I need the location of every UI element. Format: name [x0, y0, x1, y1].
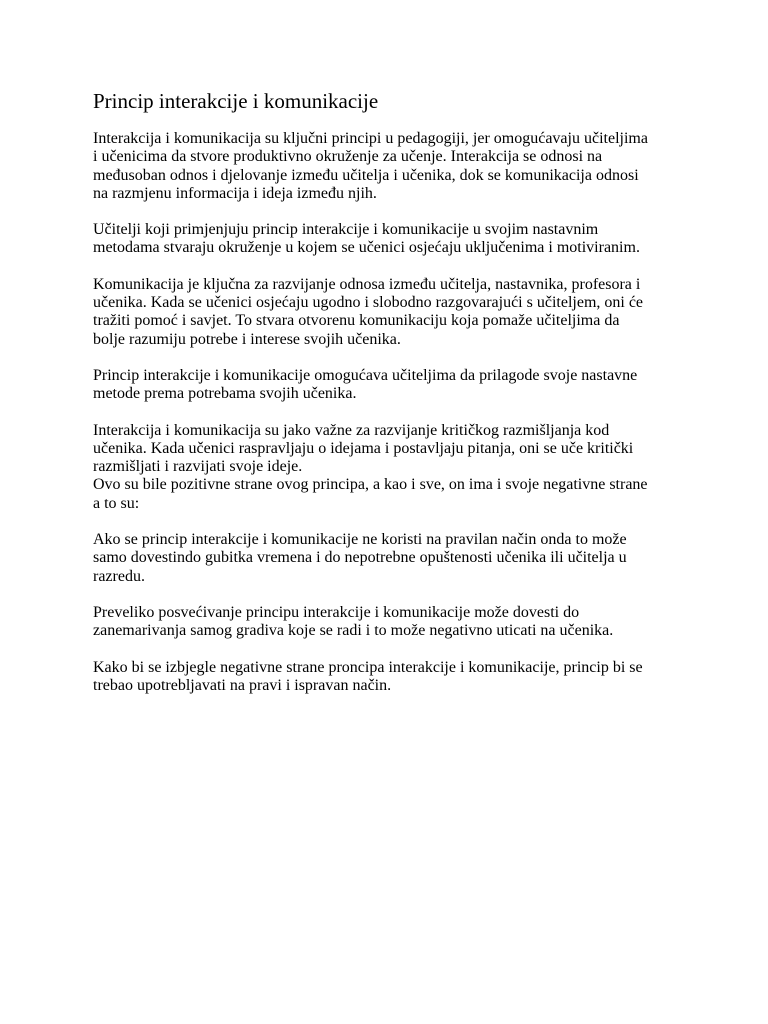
paragraph-line: učenika. Kada se učenici osjećaju ugodno i slobodno razgovarajući s učiteljem, oni će — [93, 294, 644, 312]
paragraph-line: Komunikacija je ključna za razvijanje odnosa između učitelja, nastavnika, profesora i — [93, 275, 641, 293]
paragraph — [93, 531, 693, 586]
paragraph-list — [93, 130, 693, 695]
paragraph-line: trebao upotrebljavati na pravi i ispravan način. — [93, 676, 392, 694]
document-body — [93, 88, 693, 713]
paragraph-line: Ako se princip interakcije i komunikacije ne koristi na pravilan način onda to može — [93, 531, 627, 549]
paragraph-line: a to su: — [93, 494, 140, 512]
paragraph-line: Preveliko posvećivanje principu interakcije i komunikacije može dovesti do — [93, 603, 580, 621]
paragraph-line: i učenicima da stvore produktivno okruženje za učenje. Interakcija se odnosi na — [93, 148, 603, 166]
paragraph-line: Princip interakcije i komunikacije omogućava učiteljima da prilagode svoje nastavne — [93, 366, 638, 384]
paragraph — [93, 422, 693, 513]
paragraph — [93, 659, 693, 696]
paragraph-line: metode prema potrebama svojih učenika. — [93, 385, 357, 403]
paragraph-line: razmišljati i razvijati svoje ideje. — [93, 458, 303, 476]
paragraph-line: samo dovestindo gubitka vremena i do nepotrebne opuštenosti učenika ili učitelja u — [93, 549, 627, 567]
paragraph-line: Učitelji koji primjenjuju princip interakcije i komunikacije u svojim nastavnim — [93, 221, 599, 239]
paragraph-line: na razmjenu informacija i ideja između njih. — [93, 184, 377, 202]
paragraph — [93, 276, 693, 349]
paragraph-line: tražiti pomoć i savjet. To stvara otvorenu komunikaciju koja pomaže učiteljima da — [93, 312, 620, 330]
paragraph — [93, 221, 693, 258]
paragraph-line: učenika. Kada učenici raspravljaju o idejama i postavljaju pitanja, oni se uče kritički — [93, 439, 634, 457]
paragraph — [93, 604, 693, 641]
paragraph-line: Interakcija i komunikacija su ključni principi u pedagogiji, jer omogućavaju učiteljima — [93, 130, 648, 147]
paragraph-line: zanemarivanja samog gradiva koje se radi i to može negativno uticati na učenika. — [93, 622, 614, 640]
paragraph-line: Kako bi se izbjegle negativne strane proncipa interakcije i komunikacije, princip bi se — [93, 658, 643, 676]
paragraph — [93, 130, 693, 203]
paragraph-line: razredu. — [93, 567, 145, 585]
paragraph-line: bolje razumiju potrebe i interese svojih učenika. — [93, 330, 401, 348]
paragraph — [93, 367, 693, 404]
paragraph-line: Ovo su bile pozitivne strane ovog principa, a kao i sve, on ima i svoje negativne strane — [93, 476, 648, 494]
paragraph-line: međusoban odnos i djelovanje između učitelja i učenika, dok se komunikacija odnosi — [93, 166, 639, 184]
paragraph-line: metodama stvaraju okruženje u kojem se učenici osjećaju uključenima i motiviranim. — [93, 239, 640, 257]
document-title: Princip interakcije i komunikacije — [93, 89, 379, 113]
paragraph-line: Interakcija i komunikacija su jako važne za razvijanje kritičkog razmišljanja kod — [93, 421, 610, 439]
